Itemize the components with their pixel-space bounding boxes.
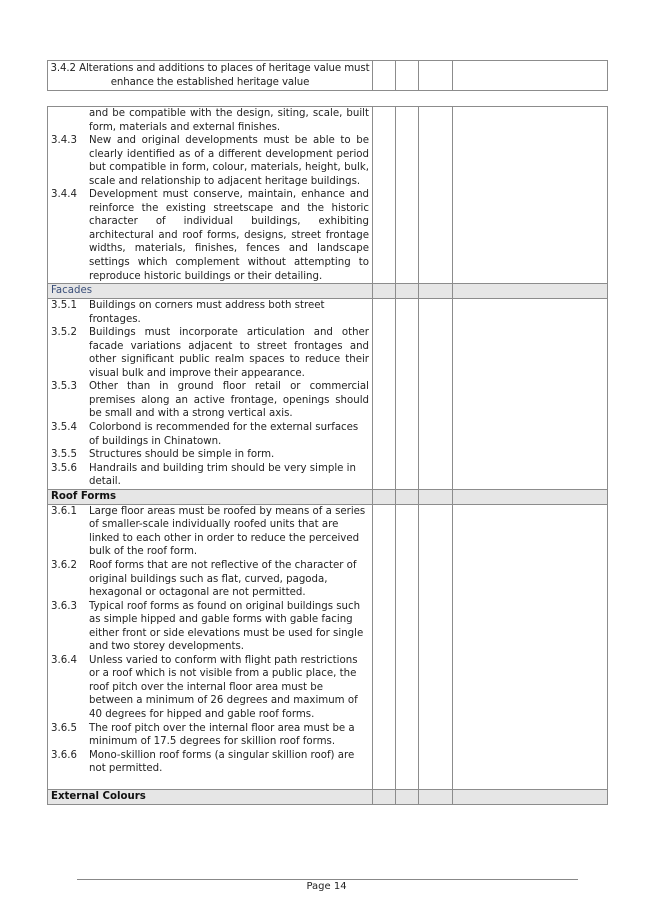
check-cell[interactable] — [419, 107, 453, 284]
list-item — [51, 654, 369, 722]
table-row — [48, 299, 608, 490]
heritage-table-top — [47, 60, 608, 91]
section-heading-row — [48, 789, 608, 804]
item-text: Buildings must incorporate articulation and other facade variations adjacent to street frontages and other significant public realm spaces to reduce their visual bulk and improve their appearance. — [89, 327, 369, 379]
comment-cell[interactable] — [453, 61, 608, 91]
check-cell — [396, 789, 419, 804]
check-cell[interactable] — [373, 504, 396, 789]
check-cell — [373, 789, 396, 804]
list-item — [51, 600, 369, 654]
table-row — [48, 504, 608, 789]
list-item — [51, 448, 369, 462]
section-heading-row — [48, 489, 608, 504]
list-item — [51, 462, 369, 489]
check-cell — [373, 284, 396, 299]
item-number: 3.6.5 — [51, 722, 77, 734]
item-number: 3.4.4 — [51, 189, 77, 201]
check-cell — [419, 284, 453, 299]
section-heading-roof-forms: Roof Forms — [48, 489, 373, 504]
table-row — [48, 61, 608, 91]
check-cell — [396, 284, 419, 299]
list-item — [51, 326, 369, 380]
comment-cell[interactable] — [453, 107, 608, 284]
check-cell — [396, 489, 419, 504]
requirement-cell — [48, 61, 373, 91]
check-cell[interactable] — [396, 299, 419, 490]
check-cell[interactable] — [419, 504, 453, 789]
item-text: Handrails and building trim should be very simple in detail. — [89, 462, 356, 488]
list-item — [51, 134, 369, 188]
requirements-table — [47, 106, 608, 805]
section-heading-facades: Facades — [48, 284, 373, 299]
comment-cell — [453, 284, 608, 299]
item-text: Alterations and additions to places of heritage value must enhance the established heritage value — [79, 63, 370, 88]
item-text: Unless varied to conform with flight path restrictions or a roof which is not visible from a public place, the roof pitch over the internal floor area must be between a minimum of 26 degrees and maximum of 40 degrees for hipped and gable roof forms. — [89, 654, 358, 720]
list-item — [51, 421, 369, 448]
check-cell — [373, 489, 396, 504]
item-number: 3.6.6 — [51, 749, 77, 761]
check-cell[interactable] — [373, 299, 396, 490]
item-text: Typical roof forms as found on original buildings such as simple hipped and gable forms with gable facing either front or side elevations must be used for single and two storey developments. — [89, 600, 364, 653]
table-row — [48, 107, 608, 284]
item-text: Buildings on corners must address both street frontages. — [89, 300, 325, 325]
item-text: Structures should be simple in form. — [89, 449, 275, 461]
comment-cell — [453, 789, 608, 804]
continuation-text: and be compatible with the design, siting, scale, built form, materials and external finishes. — [89, 108, 369, 133]
check-cell[interactable] — [373, 61, 396, 91]
item-number: 3.6.2 — [51, 559, 77, 571]
item-number: 3.6.3 — [51, 600, 77, 612]
list-item — [51, 188, 369, 283]
item-text: Large floor areas must be roofed by means of a series of smaller-scale individually roofed units that are linked to each other in order to reduce the perceived bulk of the roof form. — [89, 505, 366, 558]
item-number: 3.5.4 — [51, 422, 77, 434]
list-item — [51, 749, 369, 776]
comment-cell[interactable] — [453, 504, 608, 789]
page-number: Page 14 — [306, 881, 347, 892]
item-number: 3.6.1 — [51, 505, 77, 517]
check-cell[interactable] — [419, 61, 453, 91]
item-text: The roof pitch over the internal floor area must be a minimum of 17.5 degrees for skillion roof forms. — [89, 722, 355, 748]
check-cell — [419, 789, 453, 804]
comment-cell — [453, 489, 608, 504]
check-cell[interactable] — [396, 61, 419, 91]
item-number: 3.5.2 — [51, 327, 77, 339]
item-text: Colorbond is recommended for the external surfaces of buildings in Chinatown. — [89, 422, 359, 447]
item-number: 3.5.5 — [51, 449, 77, 461]
check-cell[interactable] — [373, 107, 396, 284]
list-item — [51, 299, 369, 326]
item-text: New and original developments must be able to be clearly identified as of a different development period but compatible in form, colour, materials, height, bulk, scale and relationship to adjacent heritage buildings. — [89, 135, 369, 187]
requirement-cell — [48, 299, 373, 490]
list-item — [51, 505, 369, 559]
footer-divider — [77, 879, 578, 880]
item-text: Development must conserve, maintain, enhance and reinforce the existing streetscape and the historic character of individual buildings, exhibiting architectural and roof forms, designs, street frontage widths, materials, finishes, fences and landscape settings which complement without attempting to reproduce historic buildings or their detailing. — [89, 189, 369, 282]
check-cell[interactable] — [396, 107, 419, 284]
item-text: Other than in ground floor retail or commercial premises along an active frontage, openings should be small and with a strong vertical axis. — [89, 381, 369, 420]
item-text: Roof forms that are not reflective of the character of original buildings such as flat, curved, pagoda, hexagonal or octagonal are not permitted. — [89, 559, 357, 599]
check-cell — [419, 489, 453, 504]
section-heading-row — [48, 284, 608, 299]
item-number: 3.4.3 — [51, 135, 77, 147]
requirement-cell — [48, 107, 373, 284]
list-item — [51, 380, 369, 421]
section-heading-external-colours: External Colours — [48, 789, 373, 804]
item-number: 3.6.4 — [51, 654, 77, 666]
item-text: Mono-skillion roof forms (a singular skillion roof) are not permitted. — [89, 749, 355, 775]
list-item — [51, 722, 369, 749]
check-cell[interactable] — [396, 504, 419, 789]
list-item — [51, 559, 369, 600]
item-number: 3.5.3 — [51, 381, 77, 393]
item-number: 3.5.1 — [51, 300, 77, 312]
requirement-cell — [48, 504, 373, 789]
item-number: 3.4.2 — [50, 63, 76, 74]
check-cell[interactable] — [419, 299, 453, 490]
comment-cell[interactable] — [453, 299, 608, 490]
item-number: 3.5.6 — [51, 462, 77, 474]
